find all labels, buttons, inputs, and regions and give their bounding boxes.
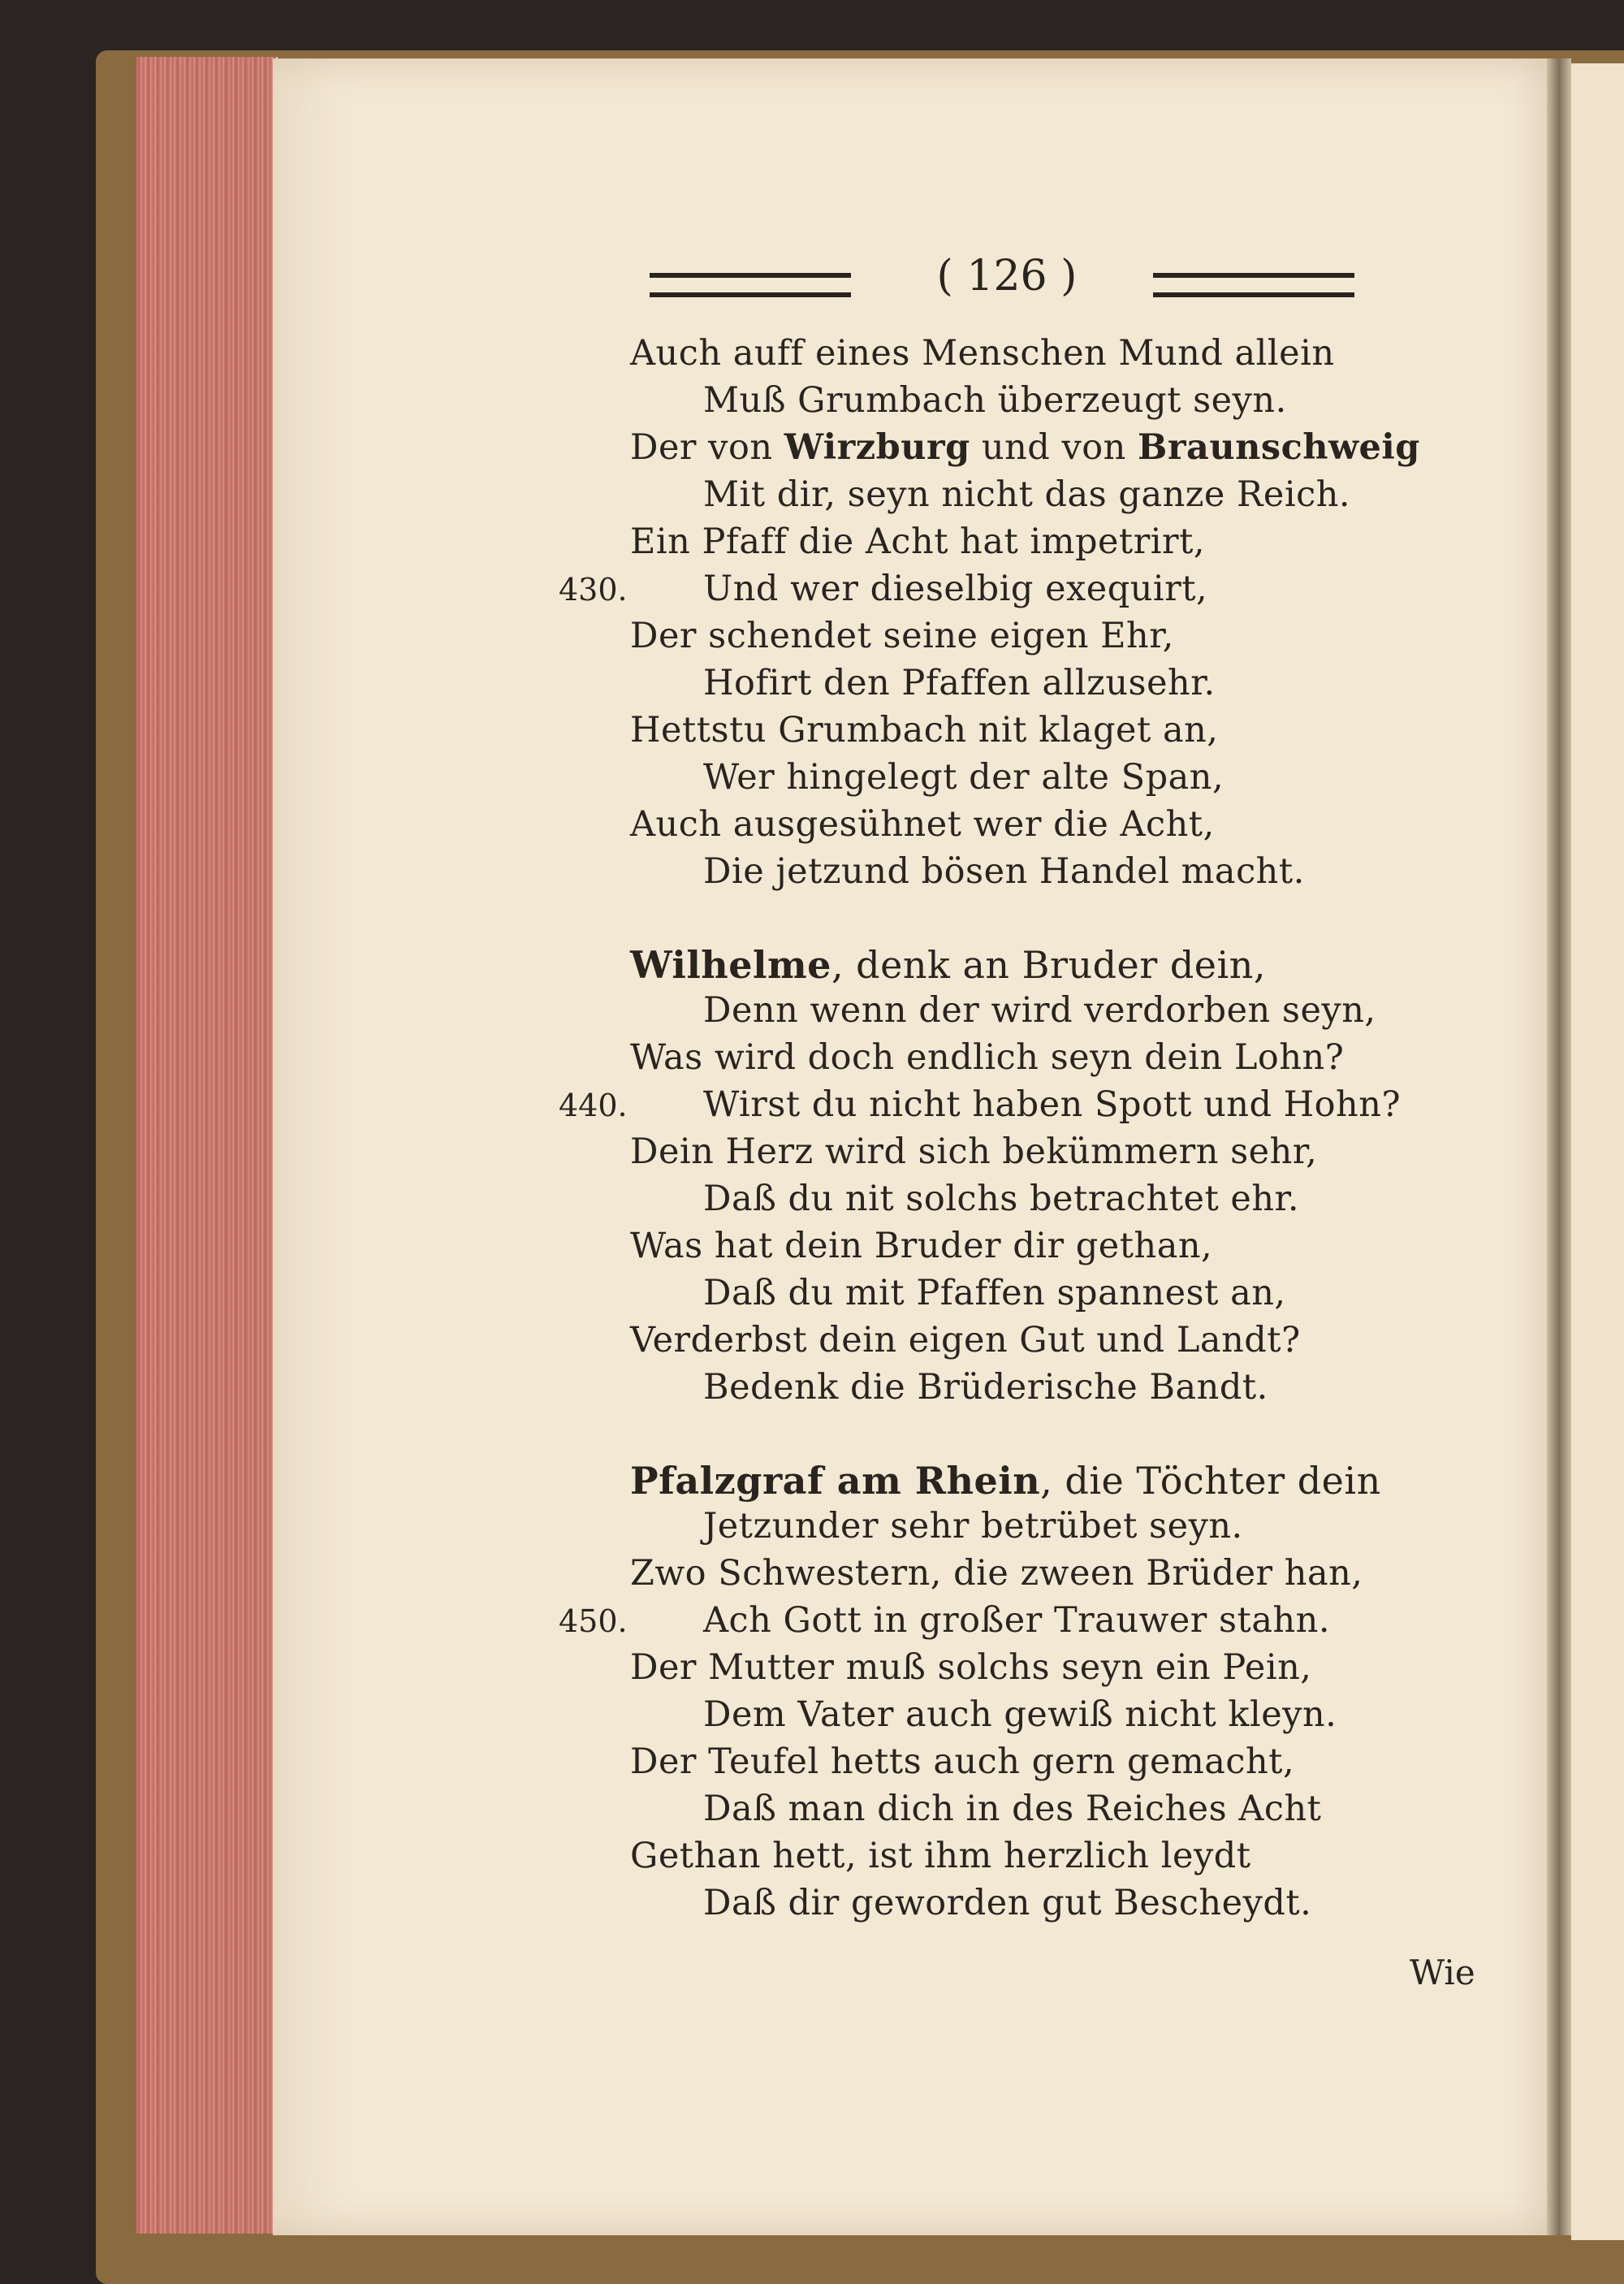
line-number: 440.	[559, 1088, 628, 1123]
verse-emphasis: Pfalzgraf am Rhein	[630, 1459, 1041, 1503]
verse-line: Verderbst dein eigen Gut und Landt?	[630, 1320, 1301, 1360]
verse-line	[630, 1459, 1381, 1503]
verse-line: Muß Grumbach überzeugt seyn.	[703, 380, 1287, 421]
verse-line: Denn wenn der wird verdorben seyn,	[703, 990, 1376, 1031]
verse-line: Ein Pfaff die Acht hat impetrirt,	[630, 521, 1206, 562]
verse-line: Hofirt den Pfaffen allzusehr.	[703, 663, 1216, 703]
verse-line: Der Teufel hetts auch gern gemacht,	[630, 1741, 1295, 1782]
verse-line: Hettstu Grumbach nit klaget an,	[630, 710, 1219, 751]
verse-line	[630, 943, 1266, 987]
verse-line: Dem Vater auch gewiß nicht kleyn.	[703, 1694, 1337, 1735]
verse-line: Ach Gott in großer Trauwer stahn.	[703, 1600, 1331, 1641]
verse-line	[630, 427, 1420, 468]
verse-line: Gethan hett, ist ihm herzlich leydt	[630, 1836, 1251, 1876]
verse-line: Wirst du nicht haben Spott und Hohn?	[703, 1084, 1401, 1125]
page-header	[650, 252, 1364, 307]
verse-emphasis: Wirzburg	[784, 427, 970, 468]
verse-text: , denk an Bruder dein,	[831, 943, 1266, 987]
page-number: ( 126 )	[936, 252, 1078, 301]
verse-line: Die jetzund bösen Handel macht.	[703, 851, 1305, 892]
verse-emphasis: Wilhelme	[630, 943, 831, 987]
line-number: 450.	[559, 1603, 628, 1639]
verse-line: Daß du mit Pfaffen spannest an,	[703, 1273, 1286, 1313]
verse-line: Der schendet seine eigen Ehr,	[630, 616, 1174, 656]
verse-line: Mit dir, seyn nicht das ganze Reich.	[703, 474, 1351, 515]
page-edges	[136, 57, 278, 2234]
verse-line: Was wird doch endlich seyn dein Lohn?	[630, 1037, 1345, 1078]
verse-text: und von	[970, 427, 1138, 468]
header-rule-right	[1153, 273, 1354, 297]
verse-line: Dein Herz wird sich bekümmern sehr,	[630, 1131, 1318, 1172]
line-number: 430.	[559, 572, 628, 608]
verse-line: Jetzunder sehr betrübet seyn.	[703, 1506, 1243, 1546]
verse-line: Auch ausgesühnet wer die Acht,	[630, 804, 1215, 845]
verse-line: Daß man dich in des Reiches Acht	[703, 1789, 1322, 1829]
facing-page-edge	[1571, 63, 1624, 2240]
verse-line: Auch auff eines Menschen Mund allein	[630, 333, 1335, 374]
verse-line: Was hat dein Bruder dir gethan,	[630, 1226, 1213, 1266]
verse-line: Daß du nit solchs betrachtet ehr.	[703, 1179, 1300, 1219]
verse-line: Bedenk die Brüderische Bandt.	[703, 1367, 1268, 1408]
verse-line: Daß dir geworden gut Bescheydt.	[703, 1883, 1312, 1923]
book-gutter	[1547, 58, 1571, 2235]
verse-line: Und wer dieselbig exequirt,	[703, 569, 1208, 609]
verse-line: Der Mutter muß solchs seyn ein Pein,	[630, 1647, 1312, 1688]
verse-line: Zwo Schwestern, die zween Brüder han,	[630, 1553, 1363, 1594]
header-rule-left	[650, 273, 851, 297]
verse-text: Der von	[630, 427, 784, 468]
verse-line: Wer hingelegt der alte Span,	[703, 757, 1224, 798]
verse-emphasis: Braunschweig	[1138, 427, 1420, 468]
verse-text: , die Töchter dein	[1040, 1459, 1381, 1503]
catchword: Wie	[1410, 1953, 1475, 1992]
